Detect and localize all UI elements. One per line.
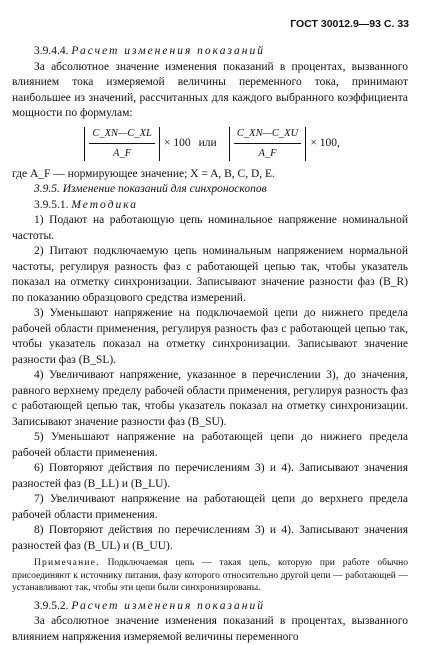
fraction-numerator: C_XN—C_XU [234, 126, 301, 145]
document-body [12, 44, 408, 645]
section-3-9-5-heading: 3.9.5. Изменение показаний для синхроноскопов [34, 183, 267, 195]
where-line: где A_F — нормирующее значение; X = A, B, C, D, E. [12, 167, 275, 180]
fraction-denominator: A_F [113, 148, 132, 159]
formula-right [225, 126, 340, 162]
note-lead: Примечание. [34, 558, 100, 568]
section-3-9-4-4-paragraph: За абсолютное значение изменения показаний в процентах, вызванного влиянием тока измеряемой величины переменного тока, принимают наибольшее из значений, рассчитанных для каждого выбранного коэффициента мощности по формулам: [12, 60, 408, 119]
section-number: 3.9.5.1. [34, 198, 69, 211]
section-title: Расчет изменения показаний [71, 45, 265, 57]
fraction-left [89, 126, 155, 162]
section-3-9-4-4-heading [12, 44, 408, 60]
abs-bar-right [305, 127, 306, 161]
section-number: 3.9.4.4. [34, 45, 69, 57]
multiplier: × 100 [164, 136, 191, 149]
abs-bar-left [84, 127, 85, 161]
section-3-9-5-1-heading [12, 198, 408, 214]
section-3-9-5-2-heading [12, 599, 408, 615]
step-5: 5) Уменьшают напряжение на работающей цепи до нижнего предела рабочей области применения. [12, 431, 408, 459]
section-title: Методика [71, 198, 139, 211]
note-block [12, 557, 408, 595]
step-8: 8) Повторяют действия по перечислениям 3) и 4). Записывают значения разностей фаз (B_UL) и (B_UU). [12, 524, 408, 552]
section-number: 3.9.5.2. [34, 599, 69, 612]
step-3: 3) Уменьшают напряжение на подключаемой цепи до нижнего предела рабочей области применения, регулируя разность фаз с работающей цепью так, чтобы указатель показал на отметку синхронизации. Записывают значение разности фаз (B_SL). [12, 307, 408, 366]
step-6: 6) Повторяют действия по перечислениям 3) и 4). Записывают значения разностей фаз (B_LL) и (B_LU). [12, 462, 408, 490]
fraction-right [234, 126, 301, 162]
section-title: Расчет изменения показаний [71, 599, 265, 612]
fraction-denominator: A_F [258, 148, 277, 159]
fraction-numerator: C_XN—C_XL [89, 126, 155, 145]
abs-bar-right [159, 127, 160, 161]
formula-or: или [198, 136, 217, 149]
formula-block [12, 126, 408, 162]
step-1: 1) Подают на работающую цепь номинальное напряжение номинальной частоты. [12, 214, 408, 242]
multiplier: × 100, [310, 136, 340, 149]
formula-left [80, 126, 191, 162]
abs-bar-left [229, 127, 230, 161]
step-7: 7) Увеличивают напряжение на работающей цепи до верхнего предела рабочей области применения. [12, 493, 408, 521]
note-text: Подключаемая цепь — такая цепь, которую при работе обычно присоединяют к источнику питания, фазу которого относительно другой цепи — работающей — устанавливают так, чтобы эти цепи были синхронизированы. [12, 558, 409, 593]
section-3-9-5-2-paragraph: За абсолютное значение изменения показаний в процентах, вызванного влиянием напряжения измеряемой величины переменного [12, 615, 408, 643]
page-header: ГОСТ 30012.9—93 С. 33 [290, 18, 409, 30]
step-4: 4) Увеличивают напряжение, указанное в перечислении 3), до значения, равного верхнему пределу рабочей области применения, регулируя разность фаз с работающей цепью так, чтобы указатель показал на отметку синхронизации. Записывают значение разности фаз (B_SU). [12, 369, 408, 428]
step-2: 2) Питают подключаемую цепь номинальным напряжением нормальной частоты, регулируя разность фаз с работающей цепью так, чтобы указатель показал на отметку синхронизации. Записывают значение разности фаз (B_R) по показанию образцового средства измерений. [12, 245, 408, 304]
